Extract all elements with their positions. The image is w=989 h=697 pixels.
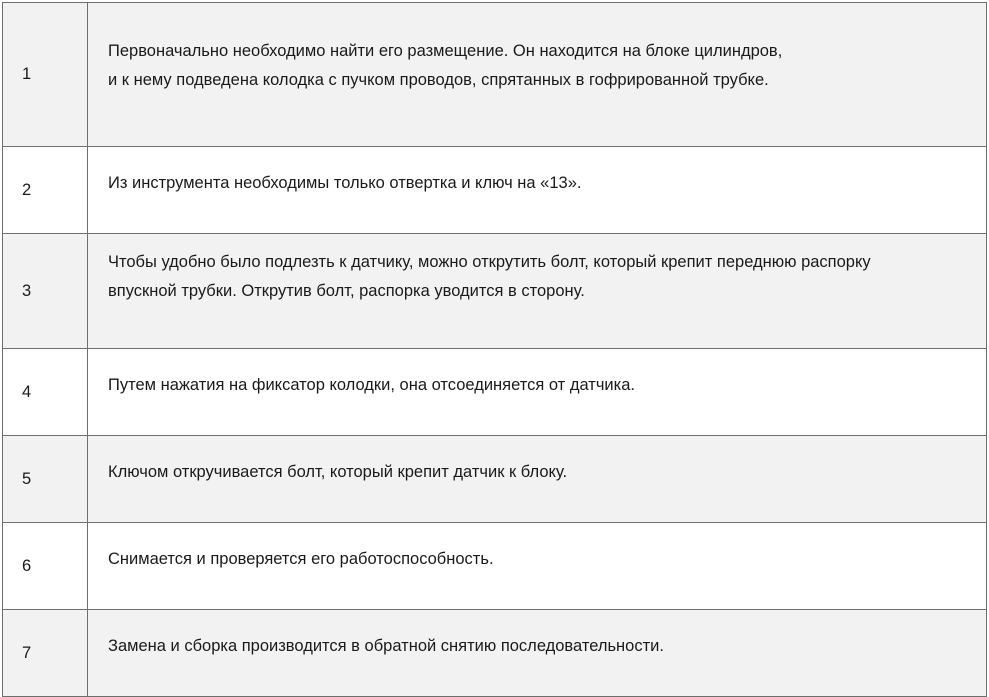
step-number: 4: [3, 349, 88, 436]
table-row: [3, 436, 987, 523]
step-text-cell: [88, 147, 987, 234]
table-row: [3, 610, 987, 697]
step-text-cell: [88, 523, 987, 610]
step-text-cell: [88, 234, 987, 349]
table-row: [3, 147, 987, 234]
step-text: Из инструмента необходимы только отвертка и ключ на «13».: [108, 173, 582, 192]
step-number: 7: [3, 610, 88, 697]
step-text-cell: [88, 3, 987, 147]
step-number: 3: [3, 234, 88, 349]
table-row: [3, 3, 987, 147]
step-text: Первоначально необходимо найти его размещение. Он находится на блоке цилиндров, и к нему подведена колодка с пучком проводов, спрятанных в гофрированной трубке.: [108, 41, 783, 89]
step-number: 1: [3, 3, 88, 147]
table-row: [3, 523, 987, 610]
step-text-cell: [88, 610, 987, 697]
step-text: Снимается и проверяется его работоспособность.: [108, 549, 494, 568]
step-number: 2: [3, 147, 88, 234]
step-text-cell: [88, 349, 987, 436]
step-number: 5: [3, 436, 88, 523]
step-text: Чтобы удобно было подлезть к датчику, можно открутить болт, который крепит переднюю распорку впускной трубки. Открутив болт, распорка уводится в сторону.: [108, 253, 871, 300]
table-row: [3, 349, 987, 436]
step-text: Ключом откручивается болт, который крепит датчик к блоку.: [108, 462, 568, 481]
step-text: Замена и сборка производится в обратной снятию последовательности.: [108, 636, 664, 655]
step-text: Путем нажатия на фиксатор колодки, она отсоединяется от датчика.: [108, 375, 635, 394]
table-row: [3, 234, 987, 349]
steps-table: [2, 2, 987, 697]
step-number: 6: [3, 523, 88, 610]
step-text-cell: [88, 436, 987, 523]
